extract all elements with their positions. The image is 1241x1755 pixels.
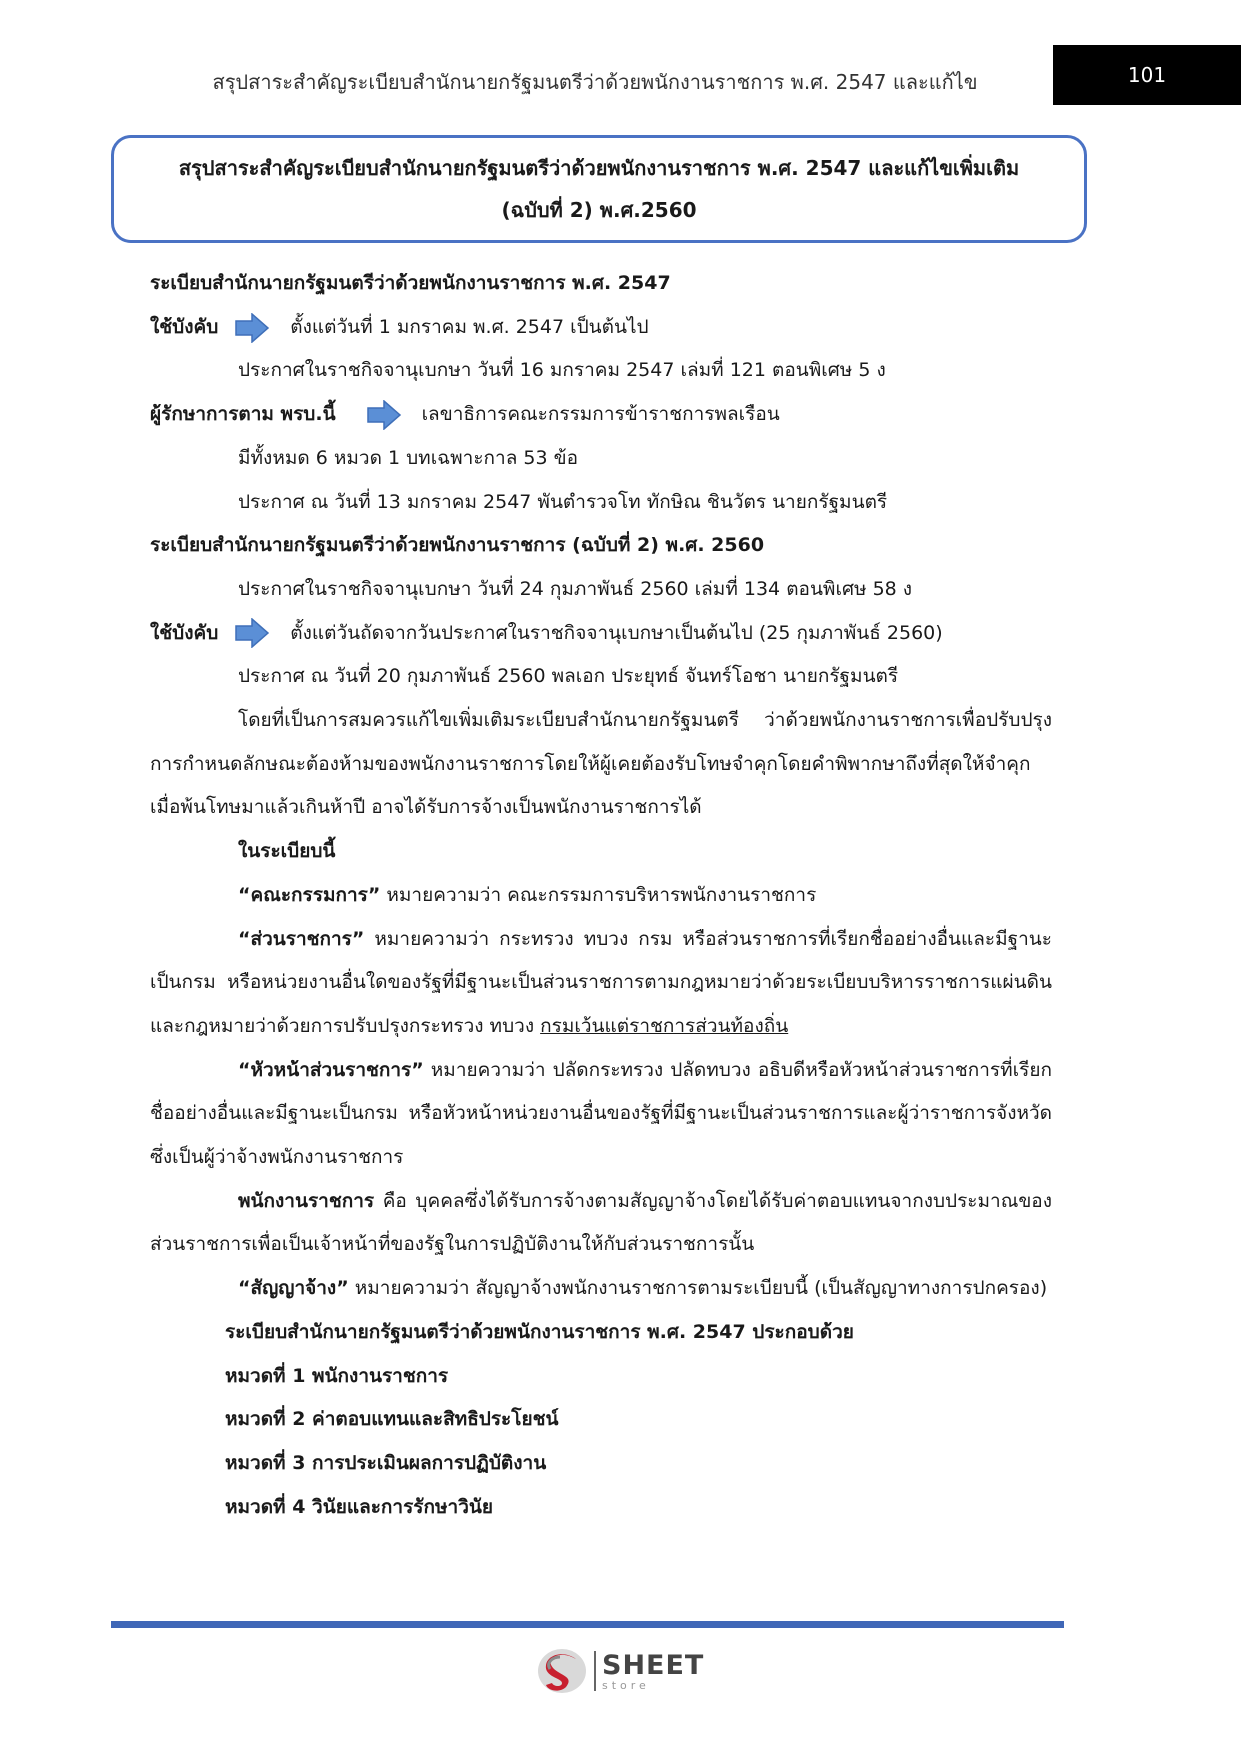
enforcement-row-1	[150, 306, 1052, 350]
announcement-line-1: ประกาศ ณ วันที่ 13 มกราคม 2547 พันตำรวจโท ทักษิณ ชินวัตร นายกรัฐมนตรี	[238, 490, 888, 513]
chapters-count: มีทั้งหมด 6 หมวด 1 บทเฉพาะกาล 53 ข้อ	[238, 446, 578, 469]
definition-text: หมายความว่า กระทรวง ทบวง กรม หรือส่วนราชการที่เรียกชื่ออย่างอื่นและมีฐานะเป็นกรม หรือหน่วยงานอื่นใดของรัฐที่มีฐานะเป็นส่วนราชการตามกฎหมายว่าด้วยระเบียบบริหารราชการแผ่นดินและกฎหมายว่าด้วยการปรับปรุงกระทรวง ทบวง	[150, 927, 1052, 1037]
enforcement-text: ตั้งแต่วันที่ 1 มกราคม พ.ศ. 2547 เป็นต้นไป	[290, 315, 649, 338]
gazette-line-1: ประกาศในราชกิจจานุเบกษา วันที่ 16 มกราคม 2547 เล่มที่ 121 ตอนพิเศษ 5 ง	[238, 359, 886, 382]
caretaker-label: ผู้รักษาการตาม พรบ.นี้	[150, 403, 336, 426]
chapter-item: หมวดที่ 2 ค่าตอบแทนและสิทธิประโยชน์	[225, 1408, 559, 1431]
composition-heading: ระเบียบสำนักนายกรัฐมนตรีว่าด้วยพนักงานราชการ พ.ศ. 2547 ประกอบด้วย	[225, 1320, 854, 1343]
title-line-2: (ฉบับที่ 2) พ.ศ.2560	[501, 198, 697, 222]
document-body	[150, 262, 1052, 1529]
definition-text: คือ บุคคลซึ่งได้รับการจ้างตามสัญญาจ้างโดยได้รับค่าตอบแทนจากงบประมาณของส่วนราชการเพื่อเป็นเจ้าหน้าที่ของรัฐในการปฏิบัติงานให้กับส่วนราชการนั้น	[150, 1189, 1052, 1256]
definition-text: หมายความว่า คณะกรรมการบริหารพนักงานราชการ	[380, 883, 817, 906]
definition-text: หมายความว่า สัญญาจ้างพนักงานราชการตามระเบียบนี้ (เป็นสัญญาทางการปกครอง)	[348, 1277, 1048, 1300]
title-line-1: สรุปสาระสำคัญระเบียบสำนักนายกรัฐมนตรีว่าด้วยพนักงานราชการ พ.ศ. 2547 และแก้ไขเพิ่มเติม	[178, 156, 1020, 180]
definition-term: “สัญญาจ้าง”	[238, 1277, 349, 1300]
gazette-line-2: ประกาศในราชกิจจานุเบกษา วันที่ 24 กุมภาพันธ์ 2560 เล่มที่ 134 ตอนพิเศษ 58 ง	[238, 577, 913, 600]
chapter-item: หมวดที่ 4 วินัยและการรักษาวินัย	[225, 1495, 493, 1518]
logo-subword: store	[602, 1678, 650, 1692]
definition-government-employee	[150, 1180, 1052, 1267]
heading-regulation-2560: ระเบียบสำนักนายกรัฐมนตรีว่าด้วยพนักงานราชการ (ฉบับที่ 2) พ.ศ. 2560	[150, 534, 765, 557]
logo-separator	[594, 1651, 596, 1691]
logo-wordmark	[602, 1649, 705, 1692]
right-arrow-icon	[234, 313, 270, 343]
chapter-item: หมวดที่ 1 พนักงานราชการ	[225, 1364, 449, 1387]
page-number: 101	[1127, 63, 1167, 87]
in-this-regulation: ในระเบียบนี้	[238, 840, 336, 863]
title-box	[111, 135, 1087, 243]
footer-rule	[111, 1621, 1064, 1628]
caretaker-row	[150, 393, 1052, 437]
page-number-box	[1053, 45, 1241, 105]
enforcement-text: ตั้งแต่วันถัดจากวันประกาศในราชกิจจานุเบกษาเป็นต้นไป (25 กุมภาพันธ์ 2560)	[290, 621, 943, 644]
enforcement-label: ใช้บังคับ	[150, 621, 219, 644]
logo-word: SHEET	[602, 1649, 705, 1681]
definition-term: “หัวหน้าส่วนราชการ”	[238, 1058, 424, 1081]
announcement-line-2: ประกาศ ณ วันที่ 20 กุมภาพันธ์ 2560 พลเอก ประยุทธ์ จันทร์โอชา นายกรัฐมนตรี	[238, 665, 899, 688]
enforcement-row-2	[150, 612, 1052, 656]
definition-text: หมายความว่า ปลัดกระทรวง ปลัดทบวง อธิบดีหรือหัวหน้าส่วนราชการที่เรียกชื่ออย่างอื่นและมีฐานะเป็นกรม หรือหัวหน้าหน่วยงานอื่นของรัฐที่มีฐานะเป็นส่วนราชการและผู้ว่าราชการจังหวัด ซึ่งเป็นผู้ว่าจ้างพนักงานราชการ	[150, 1058, 1052, 1169]
definition-committee	[150, 874, 1052, 918]
sheet-store-logo-mark-icon	[536, 1645, 588, 1697]
caretaker-text: เลขาธิการคณะกรรมการข้าราชการพลเรือน	[421, 403, 780, 426]
definition-term: พนักงานราชการ	[238, 1189, 375, 1212]
definition-term: “ส่วนราชการ”	[238, 927, 365, 950]
definition-contract	[150, 1267, 1052, 1311]
enforcement-label: ใช้บังคับ	[150, 315, 219, 338]
right-arrow-icon	[234, 618, 270, 648]
sheet-store-logo	[536, 1643, 706, 1699]
amendment-reason: โดยที่เป็นการสมควรแก้ไขเพิ่มเติมระเบียบสำนักนายกรัฐมนตรี ว่าด้วยพนักงานราชการเพื่อปรับปรุงการกำหนดลักษณะต้องห้ามของพนักงานราชการโดยให้ผู้เคยต้องรับโทษจำคุกโดยคำพิพากษาถึงที่สุดให้จำคุกเมื่อพ้นโทษมาแล้วเกินห้าปี อาจได้รับการจ้างเป็นพนักงานราชการได้	[150, 709, 1052, 819]
right-arrow-icon	[366, 400, 402, 430]
heading-regulation-2547: ระเบียบสำนักนายกรัฐมนตรีว่าด้วยพนักงานราชการ พ.ศ. 2547	[150, 272, 671, 294]
definition-government-agency	[150, 918, 1052, 1049]
running-header-title: สรุปสาระสำคัญระเบียบสำนักนายกรัฐมนตรีว่าด้วยพนักงานราชการ พ.ศ. 2547 และแก้ไข	[212, 70, 978, 94]
definition-agency-head	[150, 1049, 1052, 1180]
definition-term: “คณะกรรมการ”	[238, 883, 381, 906]
chapter-item: หมวดที่ 3 การประเมินผลการปฏิบัติงาน	[225, 1451, 547, 1474]
definition-underlined-text: กรมเว้นแต่ราชการส่วนท้องถิ่น	[540, 1014, 789, 1037]
